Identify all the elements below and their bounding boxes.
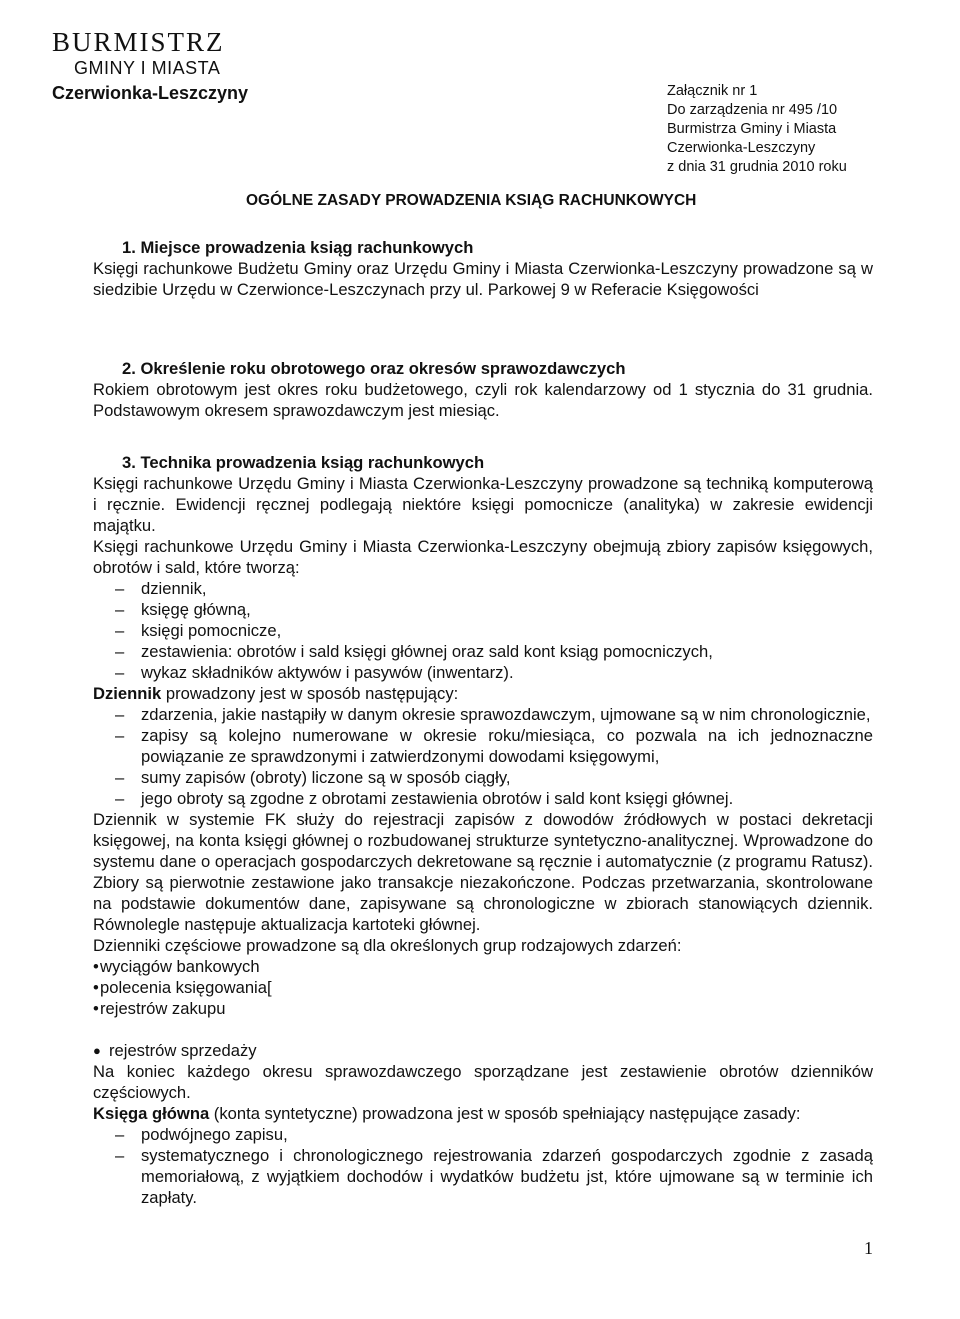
section-3-paragraph-4: Dzienniki częściowe prowadzone są dla określonych grup rodzajowych zdarzeń: xyxy=(93,936,682,955)
dziennik-rules-list xyxy=(93,704,873,809)
stamp-title: BURMISTRZ xyxy=(52,27,225,57)
section-3-paragraph-5: Na koniec każdego okresu sprawozdawczego sporządzane jest zestawienie obrotów dzienników częściowych. xyxy=(93,1062,873,1102)
annex-line: Burmistrza Gminy i Miasta xyxy=(667,121,837,137)
document-title: OGÓLNE ZASADY PROWADZENIA KSIĄG RACHUNKOWYCH xyxy=(246,192,697,209)
list-item: – zapisy są kolejno numerowane w okresie roku/miesiąca, co pozwala na ich jednoznaczne powiązanie ze sprawdzonymi i zatwierdzonymi dowodami księgowymi, xyxy=(93,725,873,767)
annex-note xyxy=(667,82,847,177)
stamp-subtitle: GMINY I MIASTA xyxy=(74,58,221,78)
ksiega-intro-text: (konta syntetyczne) prowadzona jest w sposób spełniający następujące zasady: xyxy=(209,1104,801,1123)
section-2 xyxy=(93,358,873,421)
partial-journals-list xyxy=(93,956,873,1061)
ledger-components-list xyxy=(93,578,873,683)
annex-line: Załącznik nr 1 xyxy=(667,83,758,99)
ksiega-intro xyxy=(93,1103,873,1124)
list-item: – zdarzenia, jakie nastąpiły w danym okresie sprawozdawczym, ujmowane są w nim chronologicznie, xyxy=(93,704,873,725)
annex-line: z dnia 31 grudnia 2010 roku xyxy=(667,159,847,175)
list-item: – systematycznego i chronologicznego rejestrowania zdarzeń gospodarczych zgodnie z zasadą memoriałową, z wyjątkiem dochodów i wydatków budżetu jst, które ujmowane są w terminie ich zapłaty. xyxy=(93,1145,873,1208)
list-item: • rejestrów zakupu xyxy=(93,998,873,1019)
section-3-paragraph-3: Dziennik w systemie FK służy do rejestracji zapisów z dowodów źródłowych w postaci dekretacji księgowej, na konta księgi głównej o rozbudowanej strukturze syntetyczno-analitycznej. Wprowadzone do systemu dane o operacjach gospodarczych dekretowane są ręcznie i automatycznie (z programu Ratusz). Zbiory są pierwotnie zestawione jako transakcje niezakończone. Podczas przetwarzania, skontrolowane na podstawie dokumentów dane, zapisywane są chronologiczne w zbiorach stanowiących dziennik. Równolegle następuje aktualizacja kartoteki głównej. xyxy=(93,810,873,934)
section-1-heading: 1. Miejsce prowadzenia ksiąg rachunkowych xyxy=(122,238,474,257)
dziennik-intro-text: prowadzony jest w sposób następujący: xyxy=(161,684,459,703)
stamp-town: Czerwionka-Leszczyny xyxy=(52,83,249,103)
list-item: ● rejestrów sprzedaży xyxy=(93,1040,873,1061)
section-2-heading: 2. Określenie roku obrotowego oraz okresów sprawozdawczych xyxy=(122,359,626,378)
dziennik-label: Dziennik xyxy=(93,684,162,703)
page-number: 1 xyxy=(864,1238,873,1258)
section-1 xyxy=(93,237,873,300)
section-2-text: Rokiem obrotowym jest okres roku budżetowego, czyli rok kalendarzowy od 1 stycznia do 31 grudnia. Podstawowym okresem sprawozdawczym jest miesiąc. xyxy=(93,380,873,420)
annex-line: Do zarządzenia nr 495 /10 xyxy=(667,102,838,118)
list-item: – dziennik, xyxy=(93,578,873,599)
list-item: – sumy zapisów (obroty) liczone są w sposób ciągły, xyxy=(93,767,873,788)
annex-line: Czerwionka-Leszczyny xyxy=(667,140,816,156)
list-item: – podwójnego zapisu, xyxy=(93,1124,873,1145)
section-3 xyxy=(93,452,873,1208)
list-item: – wykaz składników aktywów i pasywów (inwentarz). xyxy=(93,662,873,683)
list-item: • polecenia księgowania[ xyxy=(93,977,873,998)
list-item: – księgę główną, xyxy=(93,599,873,620)
list-item: – zestawienia: obrotów i sald księgi głównej oraz sald kont ksiąg pomocniczych, xyxy=(93,641,873,662)
section-1-text: Księgi rachunkowe Budżetu Gminy oraz Urzędu Gminy i Miasta Czerwionka-Leszczyny prowadzone są w siedzibie Urzędu w Czerwionce-Leszczynach przy ul. Parkowej 9 w Referacie Księgowości xyxy=(93,259,873,299)
list-item: • wyciągów bankowych xyxy=(93,956,873,977)
dziennik-intro xyxy=(93,683,873,704)
section-3-heading: 3. Technika prowadzenia ksiąg rachunkowych xyxy=(122,453,485,472)
ksiega-label: Księga główna xyxy=(93,1104,210,1123)
office-stamp xyxy=(52,26,248,104)
list-item: – księgi pomocnicze, xyxy=(93,620,873,641)
section-3-paragraph-1: Księgi rachunkowe Urzędu Gminy i Miasta Czerwionka-Leszczyny prowadzone są techniką komputerową i ręcznie. Ewidencji ręcznej podlegają niektóre księgi pomocnicze (analityka) w zakresie ewidencji majątku. xyxy=(93,474,873,535)
general-ledger-rules-list xyxy=(93,1124,873,1208)
section-3-paragraph-2: Księgi rachunkowe Urzędu Gminy i Miasta Czerwionka-Leszczyny obejmują zbiory zapisów księgowych, obrotów i sald, które tworzą: xyxy=(93,537,873,577)
list-item: – jego obroty są zgodne z obrotami zestawienia obrotów i sald kont księgi głównej. xyxy=(93,788,873,809)
